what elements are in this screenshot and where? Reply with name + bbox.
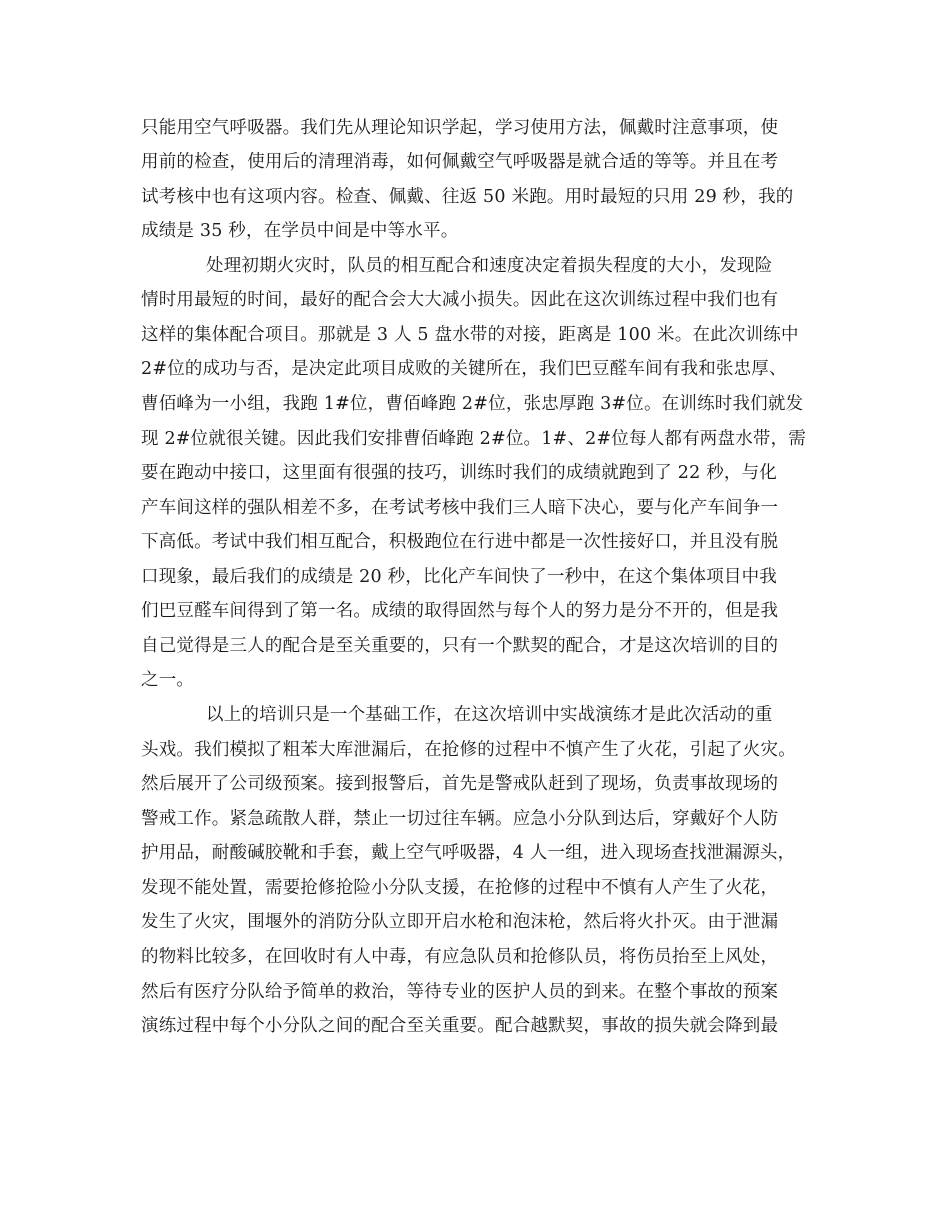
text-line: 现 2#位就很关键。因此我们安排曹佰峰跑 2#位。1#、2#位每人都有两盘水带，需 <box>141 429 807 449</box>
text-line: 警戒工作。紧急疏散人群，禁止一切过往车辆。应急小分队到达后，穿戴好个人防 <box>141 809 779 829</box>
text-line: 曹佰峰为一小组，我跑 1#位，曹佰峰跑 2#位，张忠厚跑 3#位。在训练时我们就发 <box>141 394 804 414</box>
text-line: 护用品，耐酸碱胶靴和手套，戴上空气呼吸器，4 人一组，进入现场查找泄漏源头， <box>141 843 796 863</box>
paragraph-start-line: 处理初期火灾时，队员的相互配合和速度决定着损失程度的大小，发现险 <box>206 256 773 276</box>
text-line: 2#位的成功与否，是决定此项目成败的关键所在，我们巴豆醛车间有我和张忠厚、 <box>141 359 787 379</box>
text-line: 产车间这样的强队相差不多，在考试考核中我们三人暗下决心，要与化产车间争一 <box>141 498 779 518</box>
text-line: 发生了火灾，围堰外的消防分队立即开启水枪和泡沫枪，然后将火扑灭。由于泄漏 <box>141 912 779 932</box>
text-line: 这样的集体配合项目。那就是 3 人 5 盘水带的对接，距离是 100 米。在此次训练中 <box>141 325 799 345</box>
text-line: 只能用空气呼吸器。我们先从理论知识学起，学习使用方法，佩戴时注意事项，使 <box>141 118 779 138</box>
text-line: 然后有医疗分队给予简单的救治，等待专业的医护人员的到来。在整个事故的预案 <box>141 982 779 1002</box>
text-line: 口现象，最后我们的成绩是 20 秒，比化产车间快了一秒中，在这个集体项目中我 <box>141 567 777 587</box>
paragraph-start-line: 以上的培训只是一个基础工作，在这次培训中实战演练才是此次活动的重 <box>206 705 773 725</box>
text-line: 下高低。考试中我们相互配合，积极跑位在行进中都是一次性接好口，并且没有脱 <box>141 532 779 552</box>
text-line: 们巴豆醛车间得到了第一名。成绩的取得固然与每个人的努力是分不开的，但是我 <box>141 601 779 621</box>
text-line: 的物料比较多，在回收时有人中毒，有应急队员和抢修队员，将伤员抬至上风处， <box>141 947 779 967</box>
text-line: 发现不能处置，需要抢修抢险小分队支援，在抢修的过程中不慎有人产生了火花， <box>141 878 779 898</box>
text-line: 然后展开了公司级预案。接到报警后，首先是警戒队赶到了现场，负责事故现场的 <box>141 774 779 794</box>
text-line: 头戏。我们模拟了粗苯大库泄漏后，在抢修的过程中不慎产生了火花，引起了火灾。 <box>141 740 796 760</box>
text-line: 自己觉得是三人的配合是至关重要的，只有一个默契的配合，才是这次培训的目的 <box>141 636 779 656</box>
text-line: 成绩是 35 秒，在学员中间是中等水平。 <box>141 221 459 241</box>
text-line: 情时用最短的时间，最好的配合会大大减小损失。因此在这次训练过程中我们也有 <box>141 290 779 310</box>
text-line: 用前的检查，使用后的清理消毒，如何佩戴空气呼吸器是就合适的等等。并且在考 <box>141 152 779 172</box>
text-line: 要在跑动中接口，这里面有很强的技巧，训练时我们的成绩就跑到了 22 秒，与化 <box>141 463 777 483</box>
text-line: 试考核中也有这项内容。检查、佩戴、往返 50 米跑。用时最短的只用 29 秒，我的 <box>141 187 794 207</box>
text-line: 之一。 <box>141 670 195 690</box>
text-line: 演练过程中每个小分队之间的配合至关重要。配合越默契，事故的损失就会降到最 <box>141 1016 779 1036</box>
